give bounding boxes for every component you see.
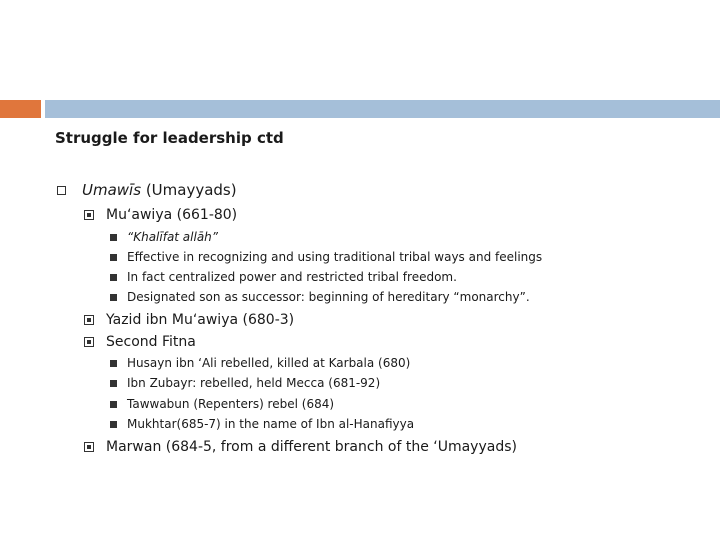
sub-bullet-label: Second Fitna <box>106 334 196 350</box>
sub-bullet-label: Yazid ibn Mu‘awiya (680-3) <box>106 312 295 328</box>
main-bullet-umayyads <box>55 180 237 200</box>
detail-text: Husayn ibn ‘Ali rebelled, killed at Karbala (680) <box>127 356 411 370</box>
filled-square-bullet-icon <box>110 294 117 301</box>
header-accent-orange <box>0 100 41 118</box>
detail-text: Mukhtar(685-7) in the name of Ibn al-Hanafiyya <box>127 417 415 431</box>
sub-bullet-second-fitna <box>84 332 196 352</box>
main-bullet-italic: Umawīs <box>82 181 142 199</box>
header-accent-blue <box>45 100 720 118</box>
detail-item <box>110 395 334 413</box>
detail-item <box>110 268 457 286</box>
filled-square-bullet-icon <box>110 274 117 281</box>
sub-bullet-marwan <box>84 437 517 457</box>
filled-square-bullet-icon <box>110 380 117 387</box>
detail-item <box>110 248 542 266</box>
filled-square-bullet-icon <box>110 234 117 241</box>
main-bullet-text <box>82 181 237 199</box>
detail-item <box>110 354 410 372</box>
detail-text: Tawwabun (Repenters) rebel (684) <box>127 397 335 411</box>
filled-square-bullet-icon <box>110 254 117 261</box>
slide-title: Struggle for leadership ctd <box>55 129 284 147</box>
detail-text: Effective in recognizing and using traditional tribal ways and feelings <box>127 250 543 264</box>
detail-text: “Khalīfat allāh” <box>127 230 219 244</box>
sub-bullet-label: Marwan (684-5, from a different branch of the ‘Umayyads) <box>106 439 517 455</box>
detail-item <box>110 288 530 306</box>
detail-text: In fact centralized power and restricted tribal freedom. <box>127 270 457 284</box>
hollow-square-bullet-icon <box>57 186 66 195</box>
detail-text: Ibn Zubayr: rebelled, held Mecca (681-92) <box>127 376 381 390</box>
boxed-square-bullet-icon <box>84 442 94 452</box>
sub-bullet-label: Mu‘awiya (661-80) <box>106 207 238 223</box>
filled-square-bullet-icon <box>110 360 117 367</box>
boxed-square-bullet-icon <box>84 337 94 347</box>
boxed-square-bullet-icon <box>84 210 94 220</box>
sub-bullet-muawiya <box>84 205 237 225</box>
detail-item <box>110 374 380 392</box>
boxed-square-bullet-icon <box>84 315 94 325</box>
main-bullet-rest: (Umayyads) <box>141 181 237 199</box>
sub-bullet-yazid <box>84 310 294 330</box>
filled-square-bullet-icon <box>110 401 117 408</box>
filled-square-bullet-icon <box>110 421 117 428</box>
detail-text: Designated son as successor: beginning of hereditary “monarchy”. <box>127 290 530 304</box>
detail-item <box>110 415 414 433</box>
detail-item <box>110 228 218 246</box>
